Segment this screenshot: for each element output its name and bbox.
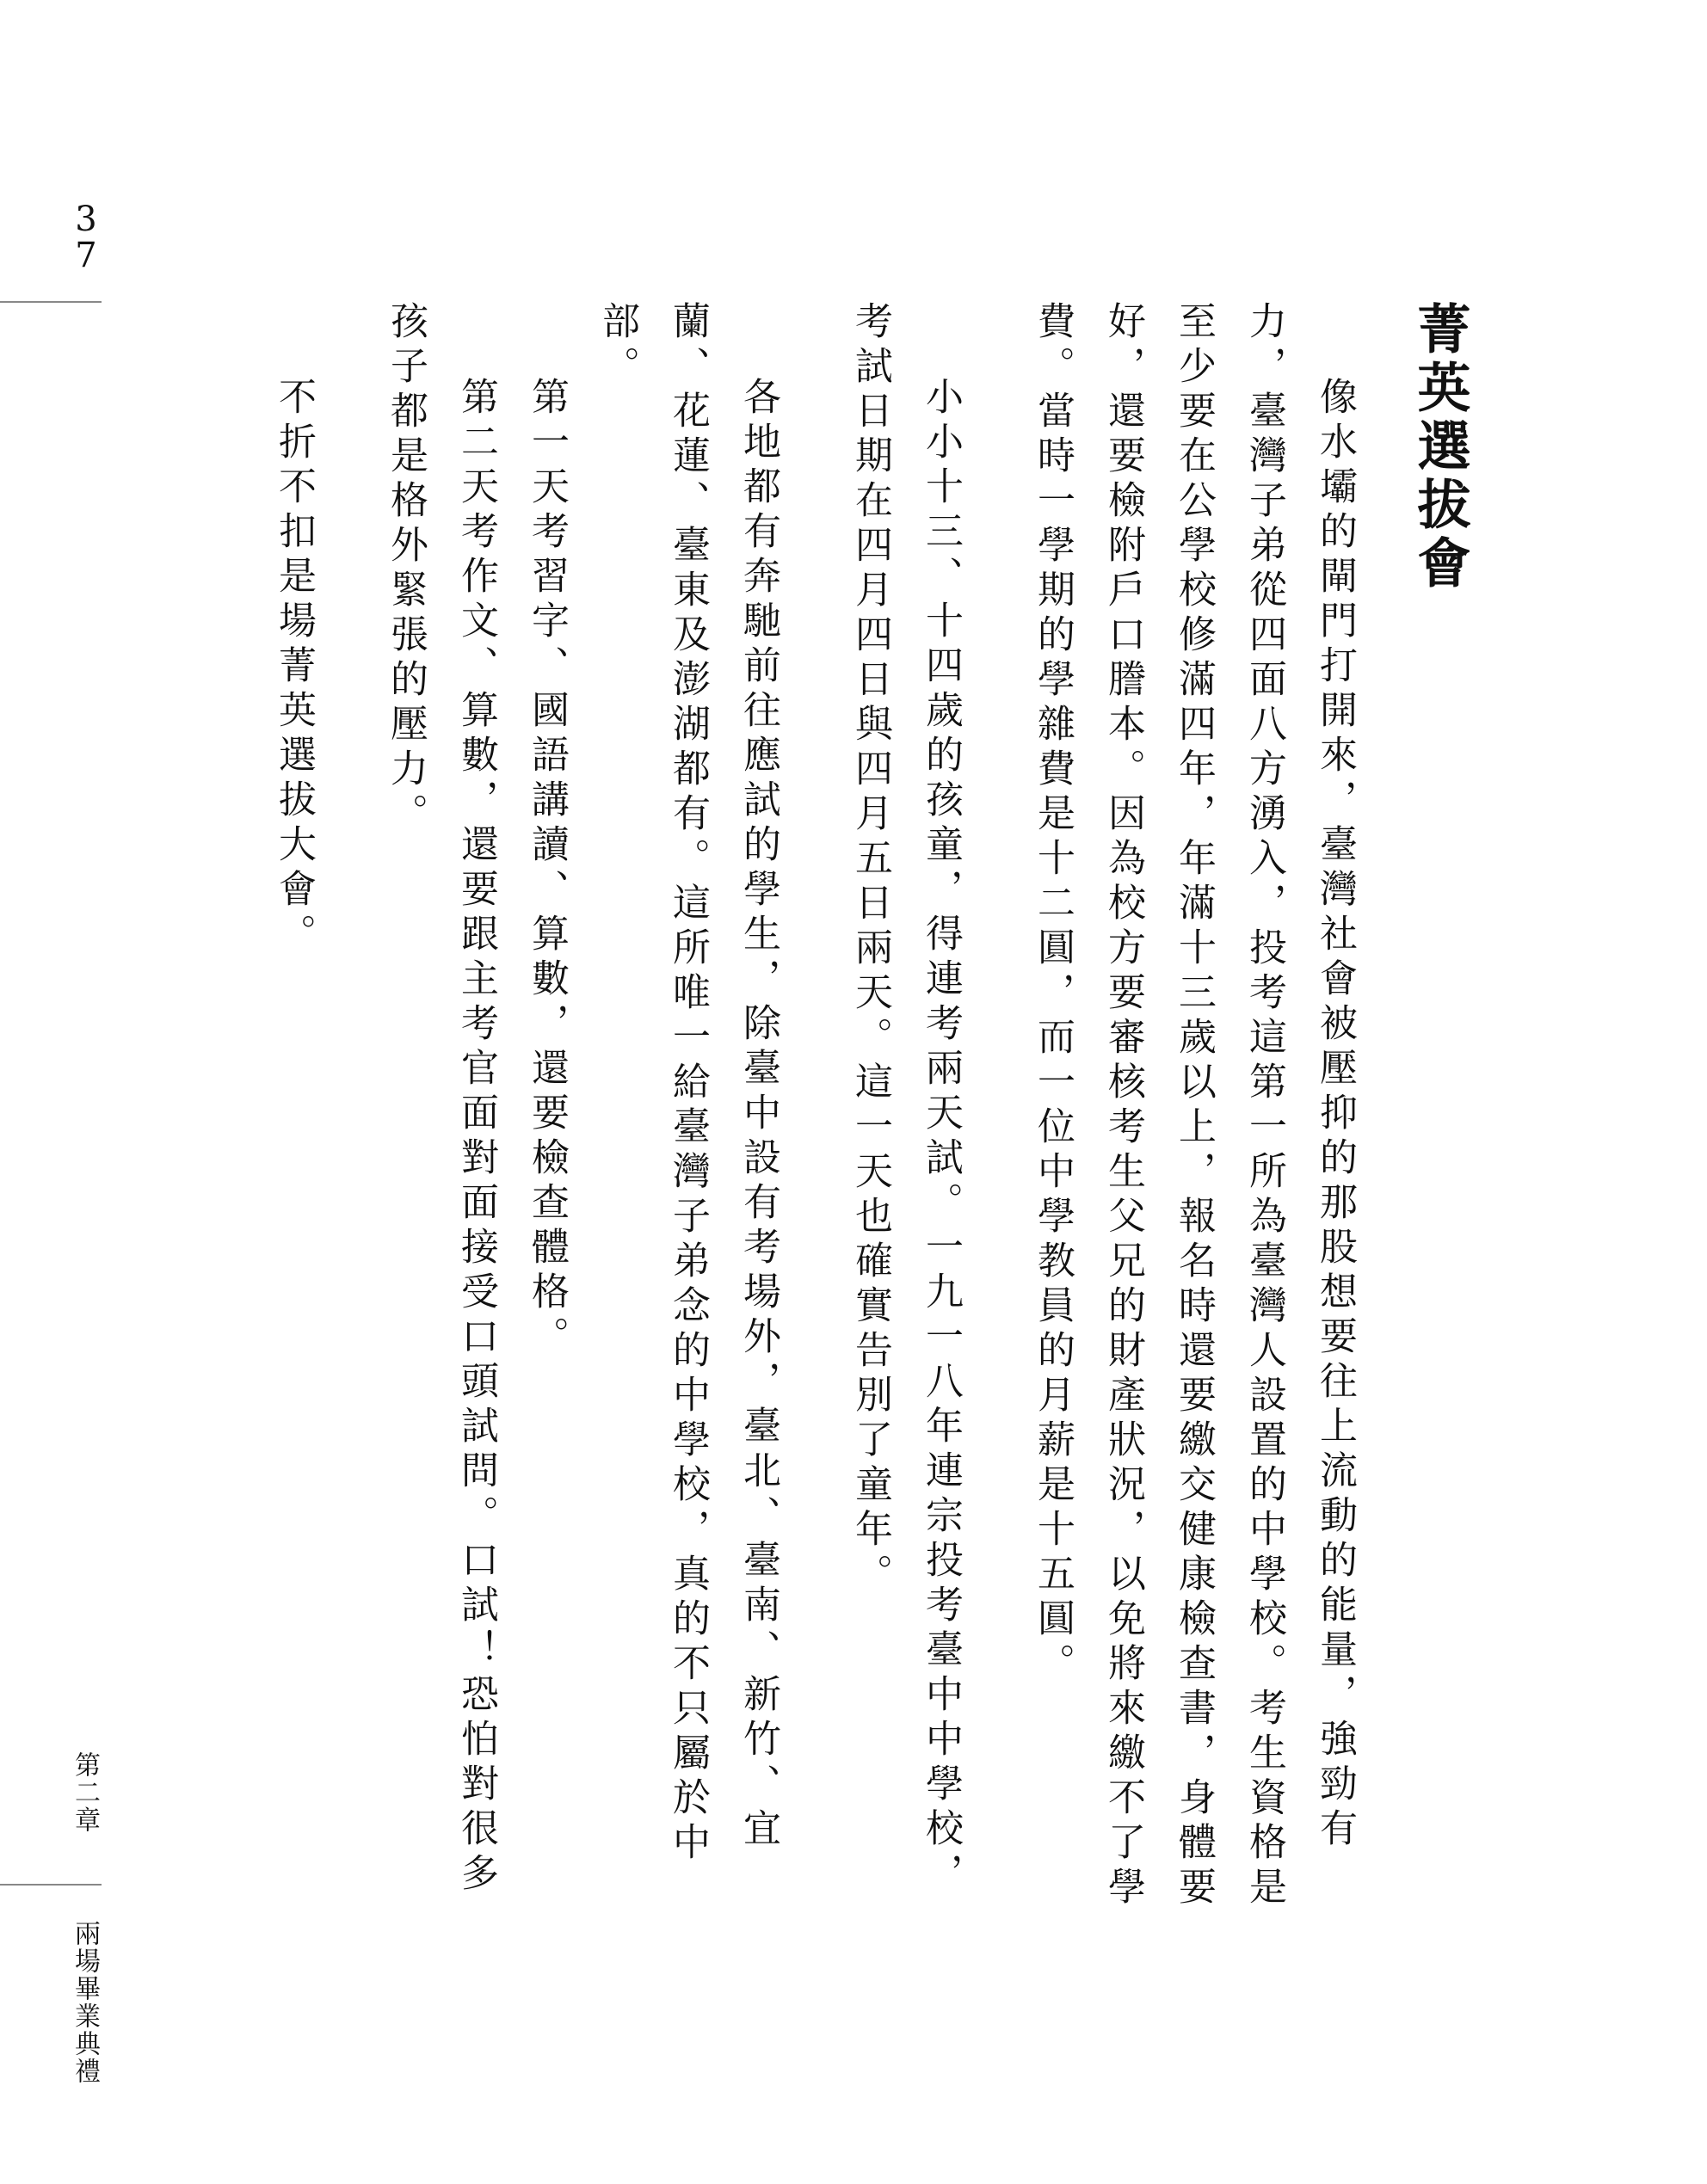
paragraph-6: 不折不扣是場菁英選拔大會。 [272,377,316,958]
paragraph-4: 第一天考習字、國語講讀、算數，還要檢查體格。 [525,377,569,1361]
chapter-label: 第二章 [70,1751,100,1834]
bottom-margin-rule [0,1884,102,1886]
paragraph-5: 第二天考作文、算數，還要跟主考官面對面接受口頭試問。口試！恐怕對很多孩子都是格外緊張的壓力。 [384,301,498,1898]
section-heading: 菁英選拔會 [1408,301,1471,594]
page-number: 37 [66,200,106,272]
article-body [132,301,1475,1935]
book-title: 兩場畢業典禮 [70,1920,100,2085]
top-margin-rule [0,301,102,303]
paragraph-1: 像水壩的閘門打開來，臺灣社會被壓抑的那股想要往上流動的能量，強勁有力，臺灣子弟從四面八方湧入，投考這第一所為臺灣人設置的中學校。考生資格是至少要在公學校修滿四年，年滿十三歲以上，報名時還要繳交健康檢查書，身體要好，還要檢附戶口謄本。因為校方要審核考生父兄的財產狀況，以免將來繳不了學費。當時一學期的學雜費是十二圓，而一位中學教員的月薪是十五圓。 [1031,301,1357,1911]
paragraph-3: 各地都有奔馳前往應試的學生，除臺中設有考場外，臺北、臺南、新竹、宜蘭、花蓮、臺東及澎湖都有。這所唯一給臺灣子弟念的中學校，真的不只屬於中部。 [595,301,780,1867]
paragraph-2: 小小十三、十四歲的孩童，得連考兩天試。一九一八年連宗投考臺中中學校，考試日期在四月四日與四月五日兩天。這一天也確實告別了童年。 [848,301,963,1898]
